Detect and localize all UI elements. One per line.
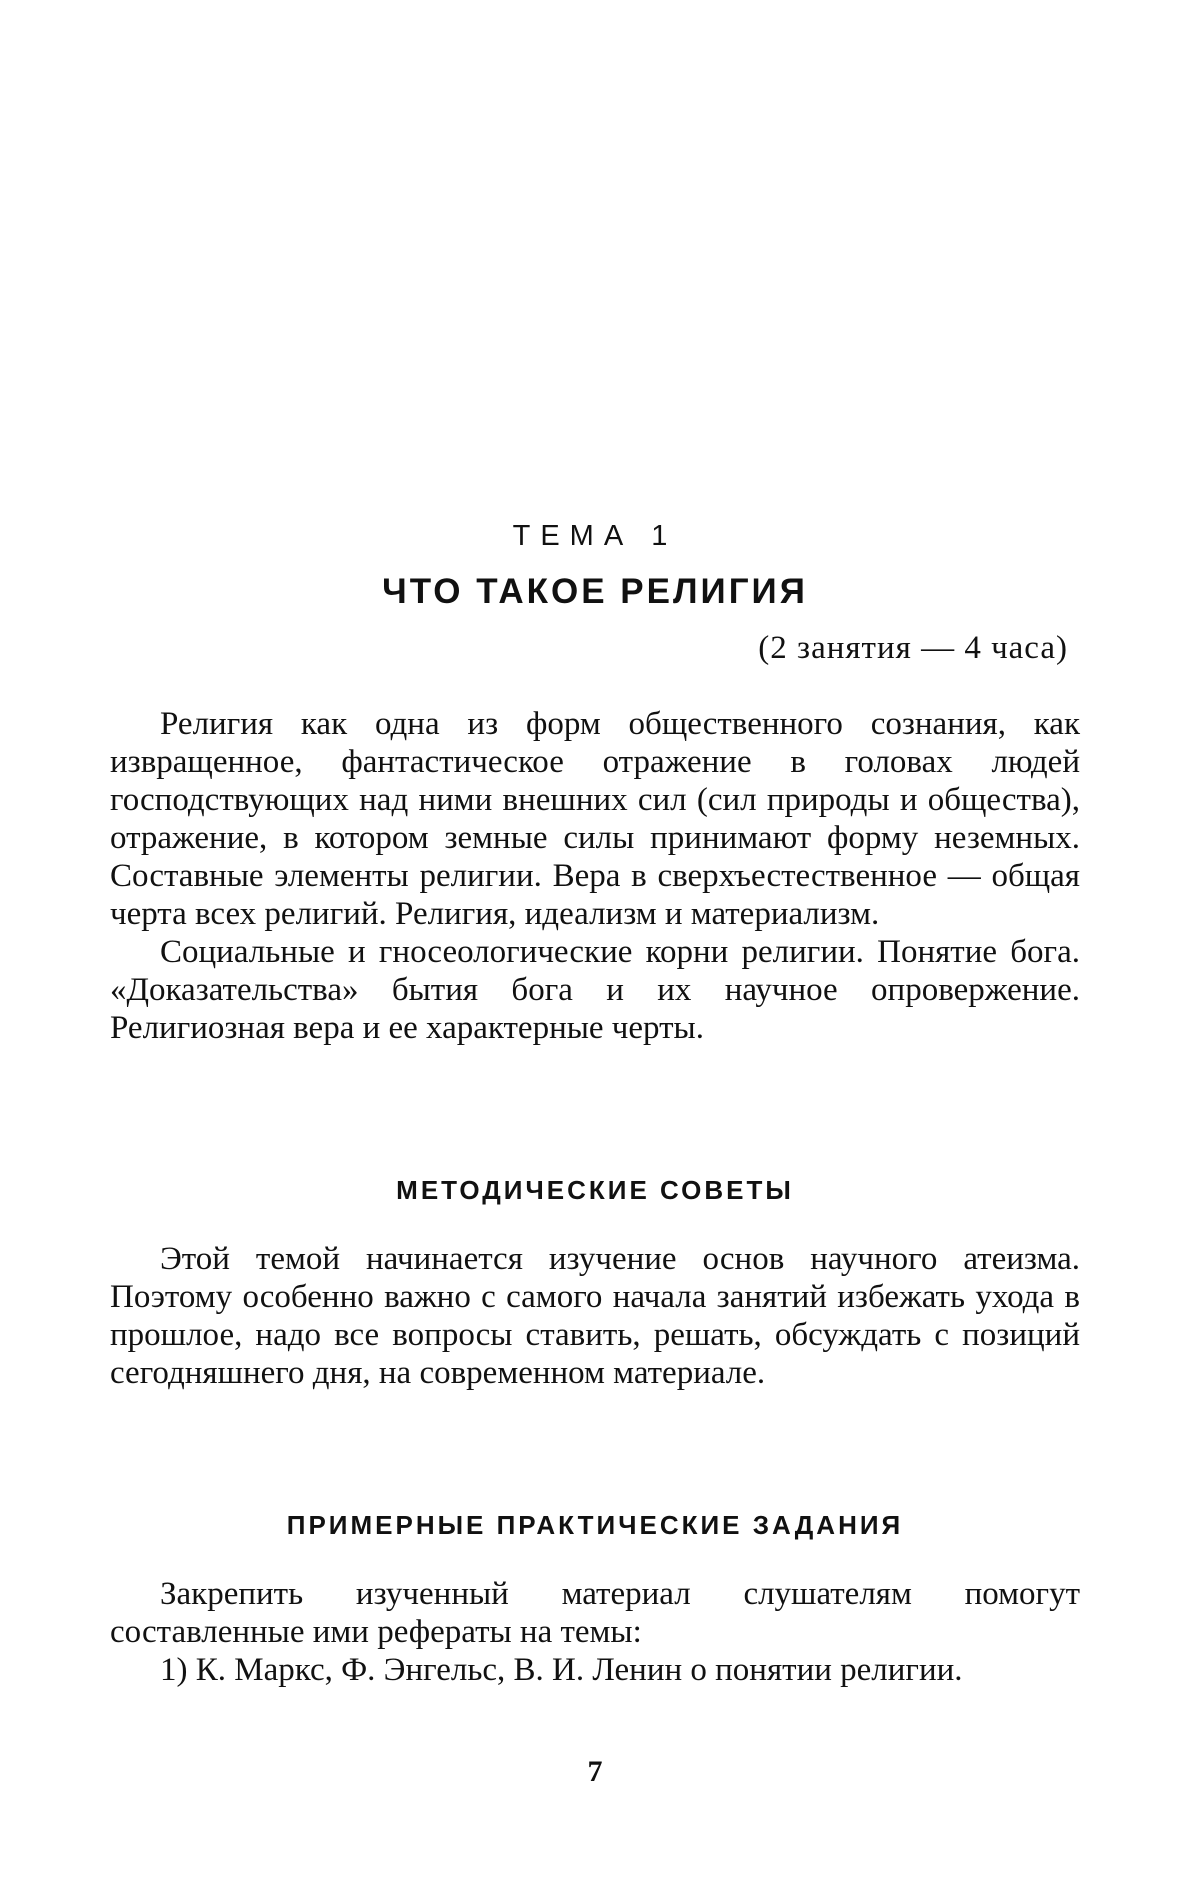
practical-item-1: 1) К. Маркс, Ф. Энгельс, В. И. Ленин о понятии религии.	[160, 1652, 963, 1688]
topic-hours: (2 занятия — 4 часа)	[758, 630, 1068, 666]
practical-heading: ПРИМЕРНЫЕ ПРАКТИЧЕСКИЕ ЗАДАНИЯ	[286, 1510, 904, 1540]
practical-section	[110, 1575, 1080, 1689]
topic-label: ТЕМА 1	[512, 520, 678, 552]
page-number: 7	[587, 1755, 603, 1788]
methodical-section	[110, 1240, 1080, 1392]
intro-paragraph-2: Социальные и гносеологические корни религии. Понятие бога. «Доказательства» бытия бога и их научное опровержение. Религиозная вера и ее характерные черты.	[110, 934, 1080, 1046]
topic-title: ЧТО ТАКОЕ РЕЛИГИЯ	[382, 572, 808, 611]
methodical-paragraph: Этой темой начинается изучение основ научного атеизма. Поэтому особенно важно с самого начала занятий избежать ухода в прошлое, надо все вопросы ставить, решать, обсуждать с позиций сегодняшнего дня, на современном материале.	[110, 1241, 1080, 1391]
book-page	[110, 0, 1080, 1901]
intro-paragraph-1: Религия как одна из форм общественного сознания, как извращенное, фантастическое отражение в головах людей господствующих над ними внешних сил (сил природы и общества), отражение, в котором земные силы принимают форму неземных. Составные элементы религии. Вера в сверхъестественное — общая черта всех религий. Религия, идеализм и материализм.	[110, 706, 1080, 932]
intro-section	[110, 705, 1080, 1047]
methodical-heading: МЕТОДИЧЕСКИЕ СОВЕТЫ	[396, 1175, 794, 1205]
practical-intro: Закрепить изученный материал слушателям помогут составленные ими рефераты на темы:	[110, 1576, 1080, 1650]
